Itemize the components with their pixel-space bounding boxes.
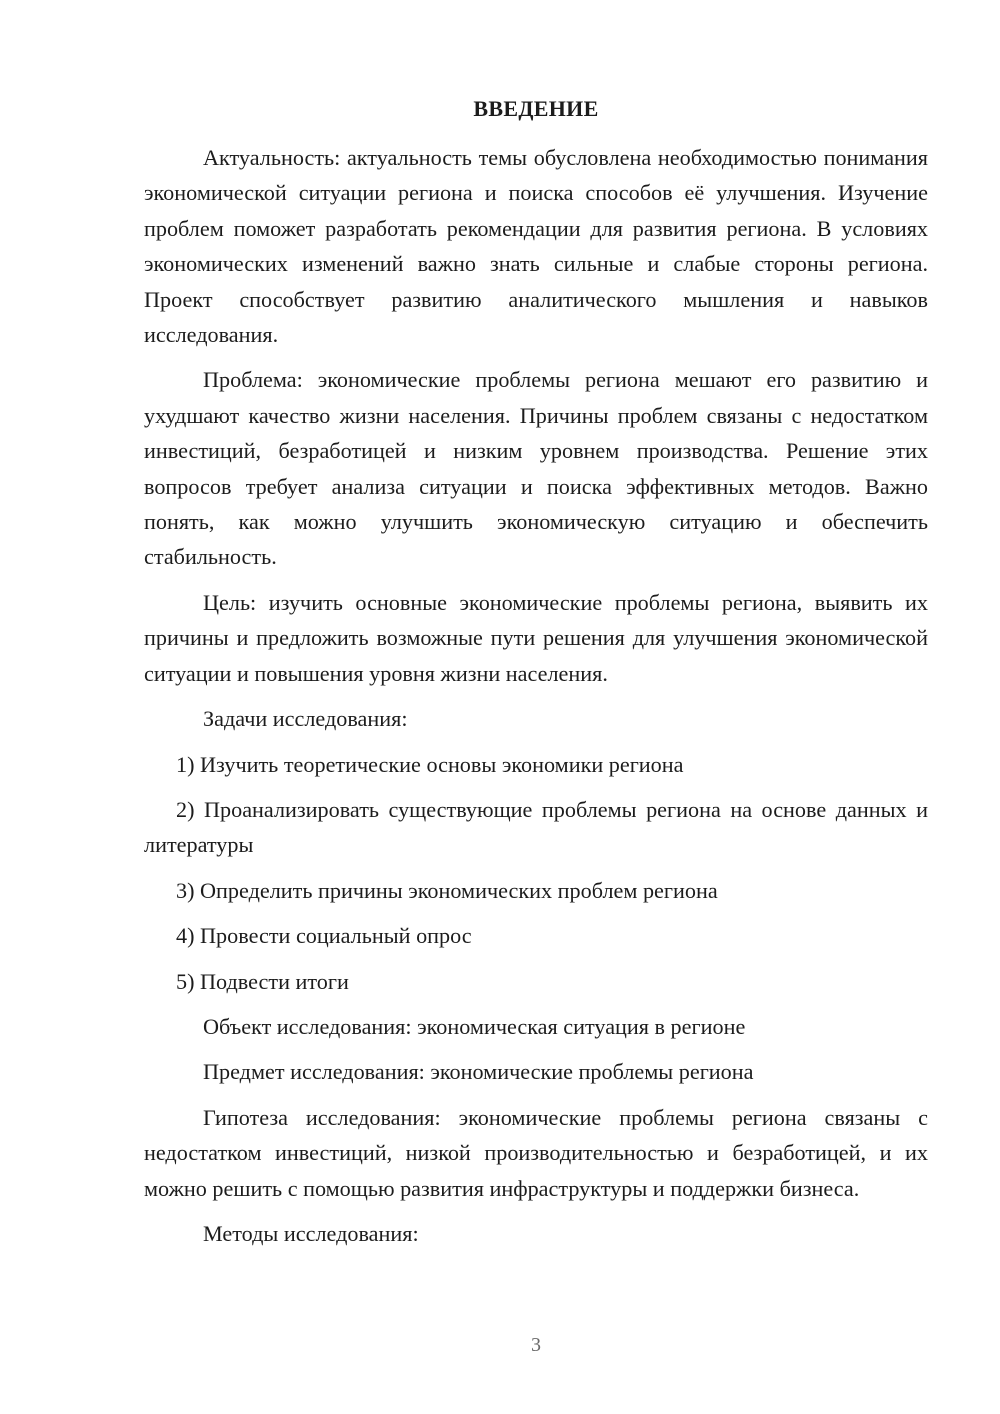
problem-paragraph: Проблема: экономические проблемы региона мешают его развитию и ухудшают качество жизни населения. Причины проблем связаны с недостатком инвестиций, безработицей и низким уровнем производства. Решение этих вопросов требует анализа ситуации и поиска эффективных методов. Важно понять, как можно улучшить экономическую ситуацию и обеспечить стабильность. xyxy=(144,367,928,570)
tasks-heading: Задачи исследования: xyxy=(203,706,408,732)
task-item-5: 5) Подвести итоги xyxy=(176,968,349,994)
relevance-paragraph: Актуальность: актуальность темы обусловлена необходимостью понимания экономической ситуации региона и поиска способов её улучшения. Изучение проблем поможет разработать рекомендации для развития региона. В условиях экономических изменений важно знать сильные и слабые стороны региона. Проект способствует развитию аналитического мышления и навыков исследования. xyxy=(144,145,928,348)
task-item-4: 4) Провести социальный опрос xyxy=(176,923,472,949)
task-item-3: 3) Определить причины экономических проблем региона xyxy=(176,877,718,903)
task-item-2: 2) Проанализировать существующие проблемы региона на основе данных и литературы xyxy=(144,796,928,858)
page-number: 3 xyxy=(531,1334,541,1356)
goal-paragraph: Цель: изучить основные экономические проблемы региона, выявить их причины и предложить возможные пути решения для улучшения экономической ситуации и повышения уровня жизни населения. xyxy=(144,589,928,686)
section-heading: ВВЕДЕНИЕ xyxy=(473,96,599,121)
research-methods: Методы исследования: xyxy=(203,1220,419,1246)
research-subject: Предмет исследования: экономические проблемы региона xyxy=(203,1059,754,1085)
document-body xyxy=(144,140,928,1261)
research-hypothesis: Гипотеза исследования: экономические проблемы региона связаны с недостатком инвестиций, низкой производительностью и безработицей, и их можно решить с помощью развития инфраструктуры и поддержки бизнеса. xyxy=(144,1104,928,1201)
research-object: Объект исследования: экономическая ситуация в регионе xyxy=(203,1013,746,1039)
task-item-1: 1) Изучить теоретические основы экономики региона xyxy=(176,751,684,777)
